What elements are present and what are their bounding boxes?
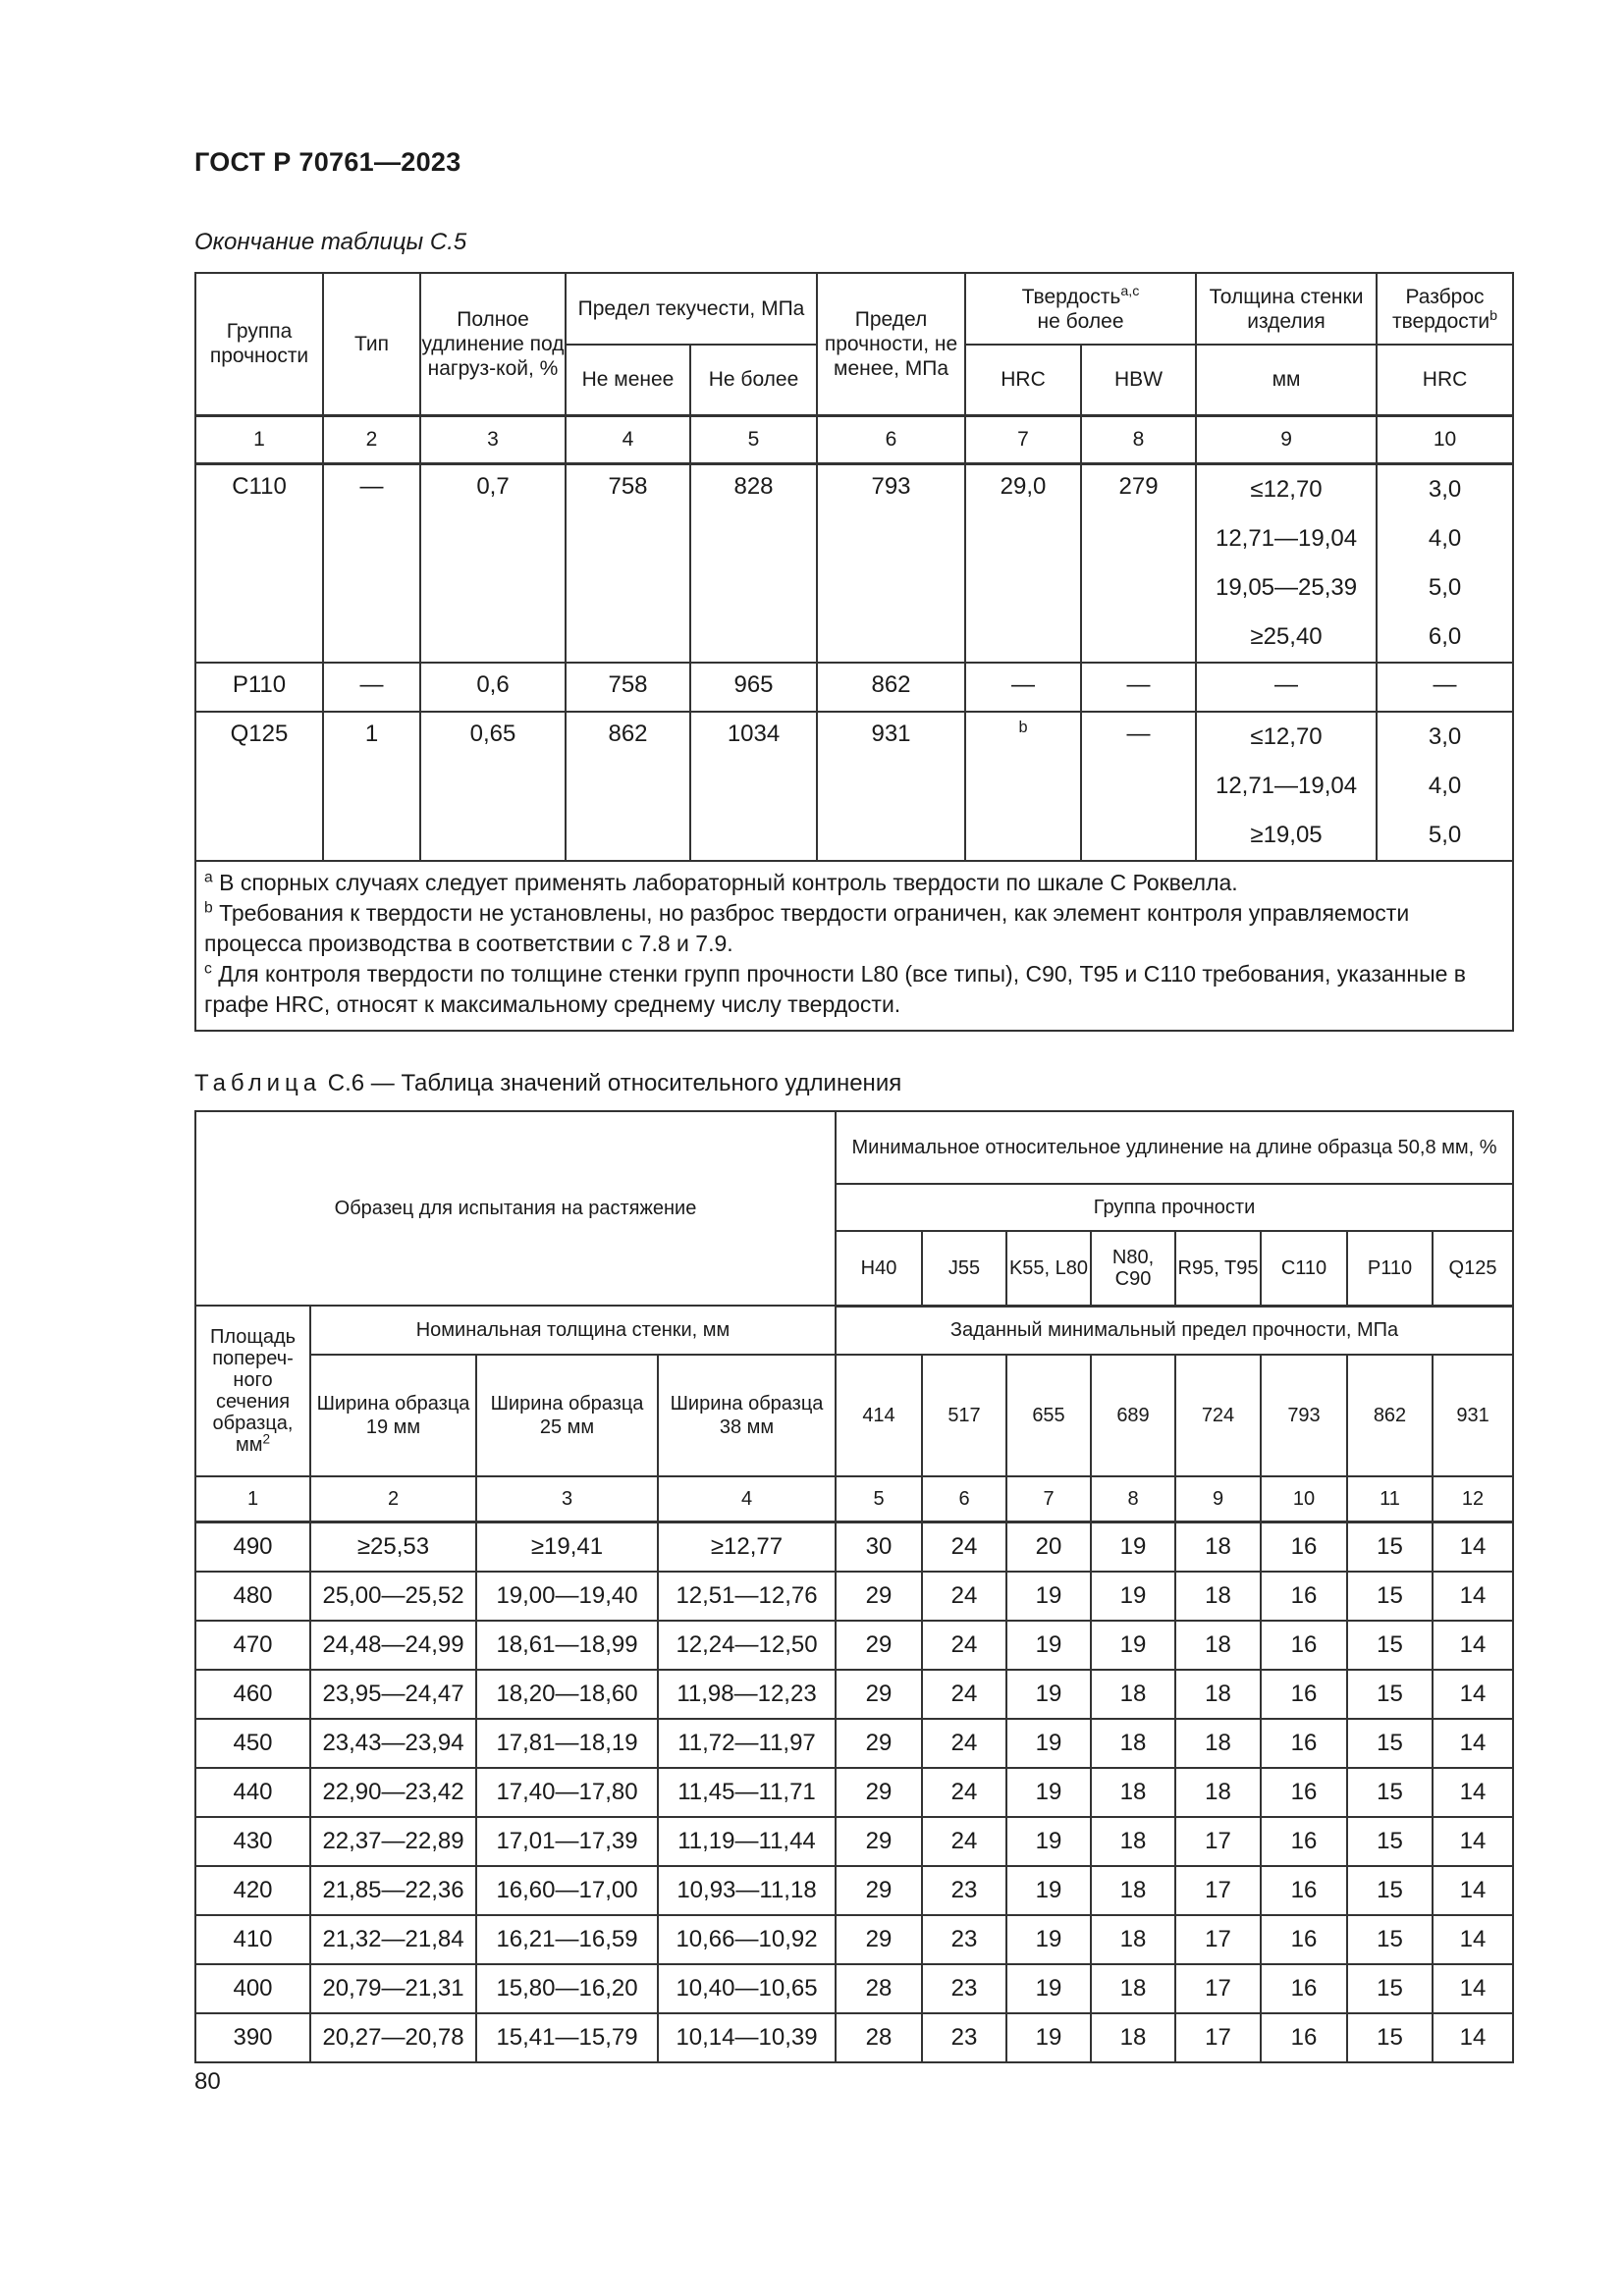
- header-width-19: Ширина образца 19 мм: [310, 1355, 476, 1476]
- cell-p110: 15: [1347, 1522, 1433, 1573]
- cell-area: 450: [195, 1719, 310, 1768]
- table-row: [195, 1964, 1513, 2013]
- cell-r95-t95: 18: [1175, 1572, 1261, 1621]
- cell-elongation: 0,7: [420, 463, 566, 663]
- col-num: 4: [658, 1476, 836, 1522]
- cell-width-38: 10,40—10,65: [658, 1964, 836, 2013]
- cell-width-19: 20,79—21,31: [310, 1964, 476, 2013]
- footnote-text: В спорных случаях следует применять лабораторный контроль твердости по шкале С Роквелла.: [212, 869, 1238, 895]
- cell-yield-max: 828: [690, 463, 817, 663]
- thickness-value: ≤12,70: [1250, 722, 1323, 750]
- cell-c110: 16: [1261, 1964, 1347, 2013]
- header-spread-sup: b: [1489, 307, 1498, 324]
- tensile-value: 689: [1091, 1355, 1175, 1476]
- cell-width-19: 20,27—20,78: [310, 2013, 476, 2062]
- col-num: 1: [195, 415, 323, 463]
- spread-value: 4,0: [1428, 524, 1462, 552]
- cell-elongation: 0,6: [420, 663, 566, 712]
- col-num: 1: [195, 1476, 310, 1522]
- header-tensile: Предел прочности, не менее, МПа: [817, 273, 965, 415]
- spread-value: 5,0: [1428, 821, 1462, 848]
- table-c5-continuation-label: Окончание таблицы С.5: [194, 229, 467, 255]
- cell-p110: 15: [1347, 2013, 1433, 2062]
- cell-h40: 29: [836, 1817, 922, 1866]
- table-row: [195, 2013, 1513, 2062]
- header-hbw: HBW: [1081, 345, 1196, 415]
- tensile-value: 655: [1006, 1355, 1091, 1476]
- cell-h40: 28: [836, 1964, 922, 2013]
- cell-area: 410: [195, 1915, 310, 1964]
- cell-tensile: 931: [817, 712, 965, 861]
- cell-j55: 23: [922, 1964, 1006, 2013]
- header-area: [195, 1306, 310, 1476]
- document-id: ГОСТ Р 70761—2023: [194, 147, 461, 177]
- cell-c110: 16: [1261, 1768, 1347, 1817]
- cell-r95-t95: 17: [1175, 1915, 1261, 1964]
- cell-spread: [1377, 712, 1513, 861]
- cell-j55: 24: [922, 1670, 1006, 1719]
- cell-j55: 23: [922, 1915, 1006, 1964]
- col-num: 8: [1091, 1476, 1175, 1522]
- cell-width-19: 22,37—22,89: [310, 1817, 476, 1866]
- cell-j55: 24: [922, 1817, 1006, 1866]
- cell-width-25: 18,20—18,60: [476, 1670, 658, 1719]
- thickness-value: 12,71—19,04: [1215, 524, 1358, 552]
- table-c6-caption: [194, 1070, 901, 1097]
- cell-width-38: 11,19—11,44: [658, 1817, 836, 1866]
- footnote-text: Для контроля твердости по толщине стенки групп прочности L80 (все типы), С90, Т95 и С110 требования, указанные в графе HRC, относят к максимальному среднему числу твердости.: [204, 960, 1467, 1017]
- cell-q125: 14: [1433, 1964, 1513, 2013]
- cell-c110: 16: [1261, 1817, 1347, 1866]
- cell-c110: 16: [1261, 1621, 1347, 1670]
- col-num: 6: [922, 1476, 1006, 1522]
- cell-h40: 29: [836, 1719, 922, 1768]
- cell-width-38: 11,72—11,97: [658, 1719, 836, 1768]
- header-group: Группа прочности: [195, 273, 323, 415]
- cell-h40: 29: [836, 1572, 922, 1621]
- cell-n80-c90: 19: [1091, 1522, 1175, 1573]
- cell-yield-min: 758: [566, 663, 690, 712]
- col-num: 5: [836, 1476, 922, 1522]
- cell-p110: 15: [1347, 1768, 1433, 1817]
- cell-p110: 15: [1347, 1572, 1433, 1621]
- cell-width-25: 15,80—16,20: [476, 1964, 658, 2013]
- col-num: 10: [1377, 415, 1513, 463]
- col-num: 5: [690, 415, 817, 463]
- cell-r95-t95: 17: [1175, 2013, 1261, 2062]
- col-num: 7: [1006, 1476, 1091, 1522]
- cell-width-25: 18,61—18,99: [476, 1621, 658, 1670]
- cell-c110: 16: [1261, 1522, 1347, 1573]
- cell-area: 400: [195, 1964, 310, 2013]
- cell-j55: 24: [922, 1621, 1006, 1670]
- header-width-38: Ширина образца 38 мм: [658, 1355, 836, 1476]
- cell-k55-l80: 19: [1006, 1670, 1091, 1719]
- col-num: 4: [566, 415, 690, 463]
- cell-hrc: 29,0: [965, 463, 1081, 663]
- cell-hbw: —: [1081, 663, 1196, 712]
- tensile-value: 517: [922, 1355, 1006, 1476]
- cell-n80-c90: 18: [1091, 1866, 1175, 1915]
- cell-q125: 14: [1433, 1522, 1513, 1573]
- cell-h40: 29: [836, 1866, 922, 1915]
- column-number-row: [195, 415, 1513, 463]
- cell-j55: 23: [922, 2013, 1006, 2062]
- cell-width-19: 24,48—24,99: [310, 1621, 476, 1670]
- cell-q125: 14: [1433, 1915, 1513, 1964]
- col-num: 2: [310, 1476, 476, 1522]
- cell-yield-max: 965: [690, 663, 817, 712]
- table-row: [195, 663, 1513, 712]
- cell-spread: [1377, 463, 1513, 663]
- cell-area: 420: [195, 1866, 310, 1915]
- cell-yield-max: 1034: [690, 712, 817, 861]
- cell-width-19: 25,00—25,52: [310, 1572, 476, 1621]
- col-num: 3: [420, 415, 566, 463]
- cell-j55: 24: [922, 1522, 1006, 1573]
- cell-p110: 15: [1347, 1817, 1433, 1866]
- group-header: H40: [836, 1231, 922, 1306]
- group-header: P110: [1347, 1231, 1433, 1306]
- header-yield-min: Не менее: [566, 345, 690, 415]
- spread-value: 5,0: [1428, 573, 1462, 601]
- header-width-25: Ширина образца 25 мм: [476, 1355, 658, 1476]
- cell-k55-l80: 19: [1006, 1915, 1091, 1964]
- cell-n80-c90: 19: [1091, 1621, 1175, 1670]
- cell-r95-t95: 18: [1175, 1670, 1261, 1719]
- table-c5-footnotes: [195, 861, 1513, 1031]
- cell-j55: 24: [922, 1719, 1006, 1768]
- table-row: [195, 1572, 1513, 1621]
- footnote-text: Требования к твердости не установлены, но разброс твердости ограничен, как элемент контроля управляемости процесса производства в соответствии с 7.8 и 7.9.: [204, 899, 1410, 956]
- cell-width-19: 21,32—21,84: [310, 1915, 476, 1964]
- cell-area: 460: [195, 1670, 310, 1719]
- cell-hbw: —: [1081, 712, 1196, 861]
- footnote-a: [204, 868, 1504, 898]
- cell-q125: 14: [1433, 1817, 1513, 1866]
- cell-n80-c90: 19: [1091, 1572, 1175, 1621]
- cell-yield-min: 758: [566, 463, 690, 663]
- caption-text: С.6 — Таблица значений относительного удлинения: [321, 1070, 902, 1096]
- table-row: [195, 1621, 1513, 1670]
- cell-width-38: 10,66—10,92: [658, 1915, 836, 1964]
- header-spread: [1377, 273, 1513, 345]
- table-row: [195, 1817, 1513, 1866]
- group-header: J55: [922, 1231, 1006, 1306]
- cell-width-38: 10,14—10,39: [658, 2013, 836, 2062]
- cell-width-25: 17,40—17,80: [476, 1768, 658, 1817]
- header-hardness: [965, 273, 1196, 345]
- cell-r95-t95: 18: [1175, 1719, 1261, 1768]
- cell-area: 490: [195, 1522, 310, 1573]
- table-row: [195, 1670, 1513, 1719]
- cell-width-38: ≥12,77: [658, 1522, 836, 1573]
- cell-c110: 16: [1261, 1670, 1347, 1719]
- cell-k55-l80: 19: [1006, 1621, 1091, 1670]
- cell-r95-t95: 18: [1175, 1768, 1261, 1817]
- col-num: 3: [476, 1476, 658, 1522]
- cell-p110: 15: [1347, 1866, 1433, 1915]
- cell-k55-l80: 20: [1006, 1522, 1091, 1573]
- cell-c110: 16: [1261, 1866, 1347, 1915]
- cell-k55-l80: 19: [1006, 1572, 1091, 1621]
- cell-q125: 14: [1433, 2013, 1513, 2062]
- cell-width-19: 21,85—22,36: [310, 1866, 476, 1915]
- cell-elongation: 0,65: [420, 712, 566, 861]
- table-c6: [194, 1110, 1514, 2063]
- header-hardness-suffix: не более: [1037, 309, 1124, 333]
- cell-q125: 14: [1433, 1866, 1513, 1915]
- cell-type: —: [323, 663, 420, 712]
- cell-r95-t95: 17: [1175, 1964, 1261, 2013]
- tensile-value: 414: [836, 1355, 922, 1476]
- col-num: 9: [1196, 415, 1377, 463]
- group-header: R95, T95: [1175, 1231, 1261, 1306]
- col-num: 8: [1081, 415, 1196, 463]
- tensile-value: 931: [1433, 1355, 1513, 1476]
- thickness-value: 12,71—19,04: [1215, 772, 1358, 799]
- cell-p110: 15: [1347, 1915, 1433, 1964]
- footnote-ref-b: b: [1018, 718, 1028, 736]
- tensile-value: 724: [1175, 1355, 1261, 1476]
- cell-k55-l80: 19: [1006, 1866, 1091, 1915]
- cell-n80-c90: 18: [1091, 1670, 1175, 1719]
- header-min-elongation: Минимальное относительное удлинение на длине образца 50,8 мм, %: [836, 1111, 1513, 1184]
- cell-c110: 16: [1261, 1915, 1347, 1964]
- footnote-c: [204, 959, 1504, 1020]
- header-specified-tensile: Заданный минимальный предел прочности, МПа: [836, 1306, 1513, 1355]
- cell-k55-l80: 19: [1006, 1768, 1091, 1817]
- cell-width-25: 15,41—15,79: [476, 2013, 658, 2062]
- cell-width-25: ≥19,41: [476, 1522, 658, 1573]
- spread-value: 6,0: [1428, 622, 1462, 650]
- table-row: [195, 1866, 1513, 1915]
- cell-j55: 23: [922, 1866, 1006, 1915]
- table-c6-body: [195, 1522, 1513, 2063]
- cell-width-19: 23,43—23,94: [310, 1719, 476, 1768]
- cell-group: P110: [195, 663, 323, 712]
- cell-width-25: 19,00—19,40: [476, 1572, 658, 1621]
- thickness-value: 19,05—25,39: [1215, 573, 1358, 601]
- cell-r95-t95: 17: [1175, 1817, 1261, 1866]
- cell-j55: 24: [922, 1768, 1006, 1817]
- cell-width-38: 12,24—12,50: [658, 1621, 836, 1670]
- cell-h40: 29: [836, 1915, 922, 1964]
- cell-width-19: 22,90—23,42: [310, 1768, 476, 1817]
- cell-width-19: ≥25,53: [310, 1522, 476, 1573]
- cell-k55-l80: 19: [1006, 2013, 1091, 2062]
- cell-area: 390: [195, 2013, 310, 2062]
- cell-k55-l80: 19: [1006, 1964, 1091, 2013]
- cell-width-25: 16,60—17,00: [476, 1866, 658, 1915]
- group-header: N80, C90: [1091, 1231, 1175, 1306]
- cell-p110: 15: [1347, 1621, 1433, 1670]
- header-wall: Толщина стенки изделия: [1196, 273, 1377, 345]
- cell-n80-c90: 18: [1091, 1817, 1175, 1866]
- cell-c110: 16: [1261, 1572, 1347, 1621]
- col-num: 2: [323, 415, 420, 463]
- cell-h40: 29: [836, 1621, 922, 1670]
- cell-p110: 15: [1347, 1670, 1433, 1719]
- spread-value: 4,0: [1428, 772, 1462, 799]
- header-type: Тип: [323, 273, 420, 415]
- cell-area: 480: [195, 1572, 310, 1621]
- cell-q125: 14: [1433, 1621, 1513, 1670]
- header-hardness-sup: a,c: [1120, 283, 1140, 299]
- footnote-mark: c: [204, 959, 212, 977]
- cell-h40: 29: [836, 1670, 922, 1719]
- cell-r95-t95: 17: [1175, 1866, 1261, 1915]
- spread-value: 3,0: [1428, 722, 1462, 750]
- cell-width-25: 17,01—17,39: [476, 1817, 658, 1866]
- group-header: C110: [1261, 1231, 1347, 1306]
- cell-group: Q125: [195, 712, 323, 861]
- cell-n80-c90: 18: [1091, 2013, 1175, 2062]
- table-row: [195, 463, 1513, 663]
- cell-area: 470: [195, 1621, 310, 1670]
- cell-width-19: 23,95—24,47: [310, 1670, 476, 1719]
- table-row: [195, 1522, 1513, 1573]
- header-spread-hrc: HRC: [1377, 345, 1513, 415]
- header-strength-group: Группа прочности: [836, 1184, 1513, 1231]
- header-hardness-label: Твердость: [1021, 285, 1121, 308]
- footnote-mark: b: [204, 898, 213, 916]
- cell-thickness: —: [1196, 663, 1377, 712]
- cell-width-38: 12,51—12,76: [658, 1572, 836, 1621]
- page-number: 80: [194, 2068, 221, 2095]
- footnote-b: [204, 898, 1504, 959]
- cell-hbw: 279: [1081, 463, 1196, 663]
- header-area-label: Площадь попереч-ного сечения образца, мм: [209, 1326, 297, 1456]
- cell-h40: 30: [836, 1522, 922, 1573]
- header-area-sup: 2: [262, 1431, 271, 1447]
- tensile-value: 793: [1261, 1355, 1347, 1476]
- table-row: [195, 712, 1513, 861]
- footnote-mark: a: [204, 868, 213, 885]
- cell-group: C110: [195, 463, 323, 663]
- header-yield: Предел текучести, МПа: [566, 273, 817, 345]
- cell-tensile: 793: [817, 463, 965, 663]
- cell-yield-min: 862: [566, 712, 690, 861]
- col-num: 11: [1347, 1476, 1433, 1522]
- cell-width-25: 17,81—18,19: [476, 1719, 658, 1768]
- group-header: Q125: [1433, 1231, 1513, 1306]
- cell-c110: 16: [1261, 2013, 1347, 2062]
- cell-r95-t95: 18: [1175, 1522, 1261, 1573]
- cell-thickness: [1196, 712, 1377, 861]
- table-row: [195, 1719, 1513, 1768]
- cell-n80-c90: 18: [1091, 1768, 1175, 1817]
- group-header: K55, L80: [1006, 1231, 1091, 1306]
- cell-n80-c90: 18: [1091, 1719, 1175, 1768]
- spread-value: 3,0: [1428, 475, 1462, 503]
- table-row: [195, 1915, 1513, 1964]
- cell-type: 1: [323, 712, 420, 861]
- table-row: [195, 1768, 1513, 1817]
- cell-tensile: 862: [817, 663, 965, 712]
- cell-q125: 14: [1433, 1670, 1513, 1719]
- cell-area: 440: [195, 1768, 310, 1817]
- col-num: 6: [817, 415, 965, 463]
- column-number-row: [195, 1476, 1513, 1522]
- header-nominal-wall: Номинальная толщина стенки, мм: [310, 1306, 836, 1355]
- cell-q125: 14: [1433, 1572, 1513, 1621]
- cell-c110: 16: [1261, 1719, 1347, 1768]
- thickness-value: ≥19,05: [1250, 821, 1323, 848]
- header-hrc: HRC: [965, 345, 1081, 415]
- cell-width-38: 11,45—11,71: [658, 1768, 836, 1817]
- cell-hrc: [965, 712, 1081, 861]
- header-specimen: Образец для испытания на растяжение: [195, 1111, 836, 1306]
- cell-h40: 28: [836, 2013, 922, 2062]
- cell-width-38: 10,93—11,18: [658, 1866, 836, 1915]
- thickness-value: ≥25,40: [1250, 622, 1323, 650]
- tensile-value: 862: [1347, 1355, 1433, 1476]
- header-mm: мм: [1196, 345, 1377, 415]
- cell-q125: 14: [1433, 1768, 1513, 1817]
- header-spread-label: Разброс твердости: [1391, 285, 1490, 333]
- cell-area: 430: [195, 1817, 310, 1866]
- cell-width-38: 11,98—12,23: [658, 1670, 836, 1719]
- cell-n80-c90: 18: [1091, 1964, 1175, 2013]
- col-num: 9: [1175, 1476, 1261, 1522]
- cell-thickness: [1196, 463, 1377, 663]
- cell-q125: 14: [1433, 1719, 1513, 1768]
- cell-p110: 15: [1347, 1719, 1433, 1768]
- cell-n80-c90: 18: [1091, 1915, 1175, 1964]
- cell-k55-l80: 19: [1006, 1817, 1091, 1866]
- cell-h40: 29: [836, 1768, 922, 1817]
- thickness-value: ≤12,70: [1250, 475, 1323, 503]
- cell-k55-l80: 19: [1006, 1719, 1091, 1768]
- cell-r95-t95: 18: [1175, 1621, 1261, 1670]
- cell-spread: —: [1377, 663, 1513, 712]
- cell-j55: 24: [922, 1572, 1006, 1621]
- table-c5: [194, 272, 1514, 1032]
- cell-hrc: —: [965, 663, 1081, 712]
- header-yield-max: Не более: [690, 345, 817, 415]
- col-num: 7: [965, 415, 1081, 463]
- col-num: 12: [1433, 1476, 1513, 1522]
- caption-prefix: Таблица: [194, 1070, 322, 1096]
- col-num: 10: [1261, 1476, 1347, 1522]
- cell-type: —: [323, 463, 420, 663]
- header-elongation: Полное удлинение под нагруз-кой, %: [420, 273, 566, 415]
- cell-p110: 15: [1347, 1964, 1433, 2013]
- cell-width-25: 16,21—16,59: [476, 1915, 658, 1964]
